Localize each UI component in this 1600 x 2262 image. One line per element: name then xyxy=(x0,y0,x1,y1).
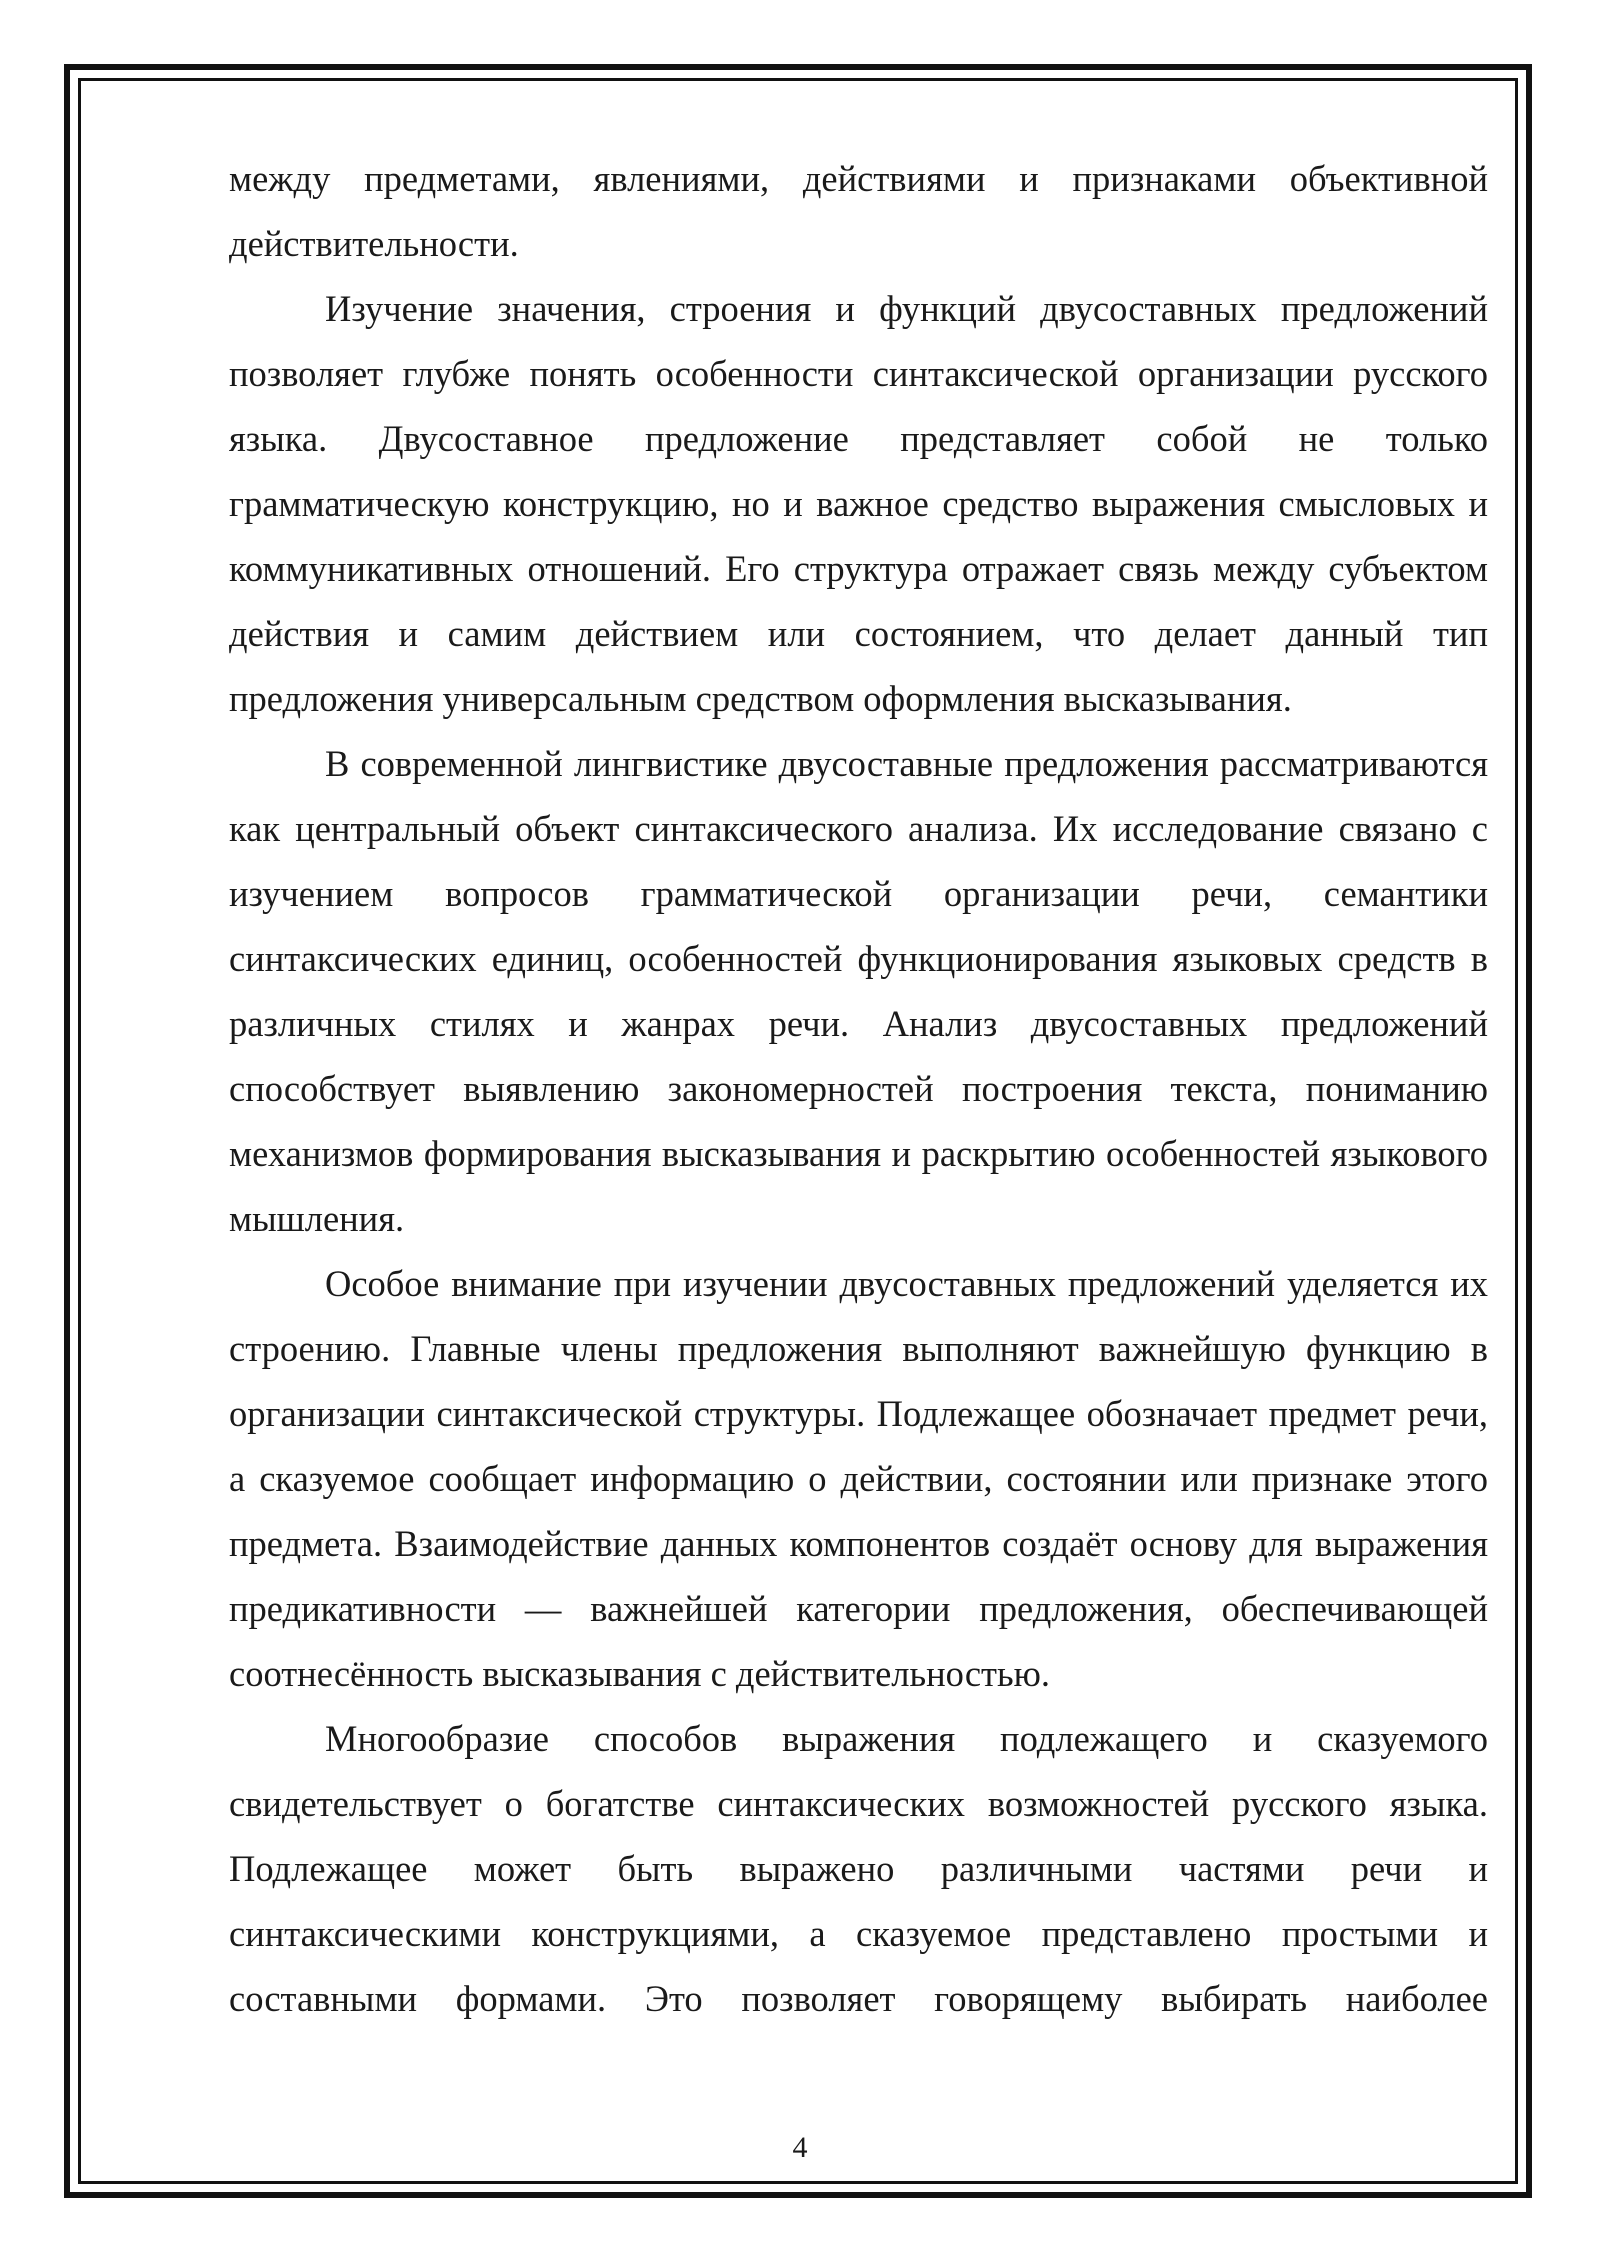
paragraph-4: Особое внимание при изучении двусоставных предложений уделяется их строению. Главные члены предложения выполняют важнейшую функцию в организации синтаксической структуры. Подлежащее обозначает предмет речи, а сказуемое сообщает информацию о действии, состоянии или признаке этого предмета. Взаимодействие данных компонентов создаёт основу для выражения предикативности — важнейшей категории предложения, обеспечивающей соотнесённость высказывания с действительностью. xyxy=(229,1263,1488,1694)
document-body xyxy=(229,146,1488,2031)
paragraph-2: Изучение значения, строения и функций двусоставных предложений позволяет глубже понять особенности синтаксической организации русского языка. Двусоставное предложение представляет собой не только грамматическую конструкцию, но и важное средство выражения смысловых и коммуникативных отношений. Его структура отражает связь между субъектом действия и самим действием или состоянием, что делает данный тип предложения универсальным средством оформления высказывания. xyxy=(229,288,1488,719)
paragraph-1: между предметами, явлениями, действиями и признаками объективной действительности. xyxy=(229,158,1488,264)
paragraph-5: Многообразие способов выражения подлежащего и сказуемого свидетельствует о богатстве синтаксических возможностей русского языка. Подлежащее может быть выражено различными частями речи и синтаксическими конструкциями, а сказуемое представлено простыми и составными формами. Это позволяет говорящему выбирать наиболее xyxy=(229,1718,1488,2019)
page-number: 4 xyxy=(792,2131,808,2164)
paragraph-3: В современной лингвистике двусоставные предложения рассматриваются как центральный объект синтаксического анализа. Их исследование связано с изучением вопросов грамматической организации речи, семантики синтаксических единиц, особенностей функционирования языковых средств в различных стилях и жанрах речи. Анализ двусоставных предложений способствует выявлению закономерностей построения текста, пониманию механизмов формирования высказывания и раскрытию особенностей языкового мышления. xyxy=(229,743,1488,1239)
